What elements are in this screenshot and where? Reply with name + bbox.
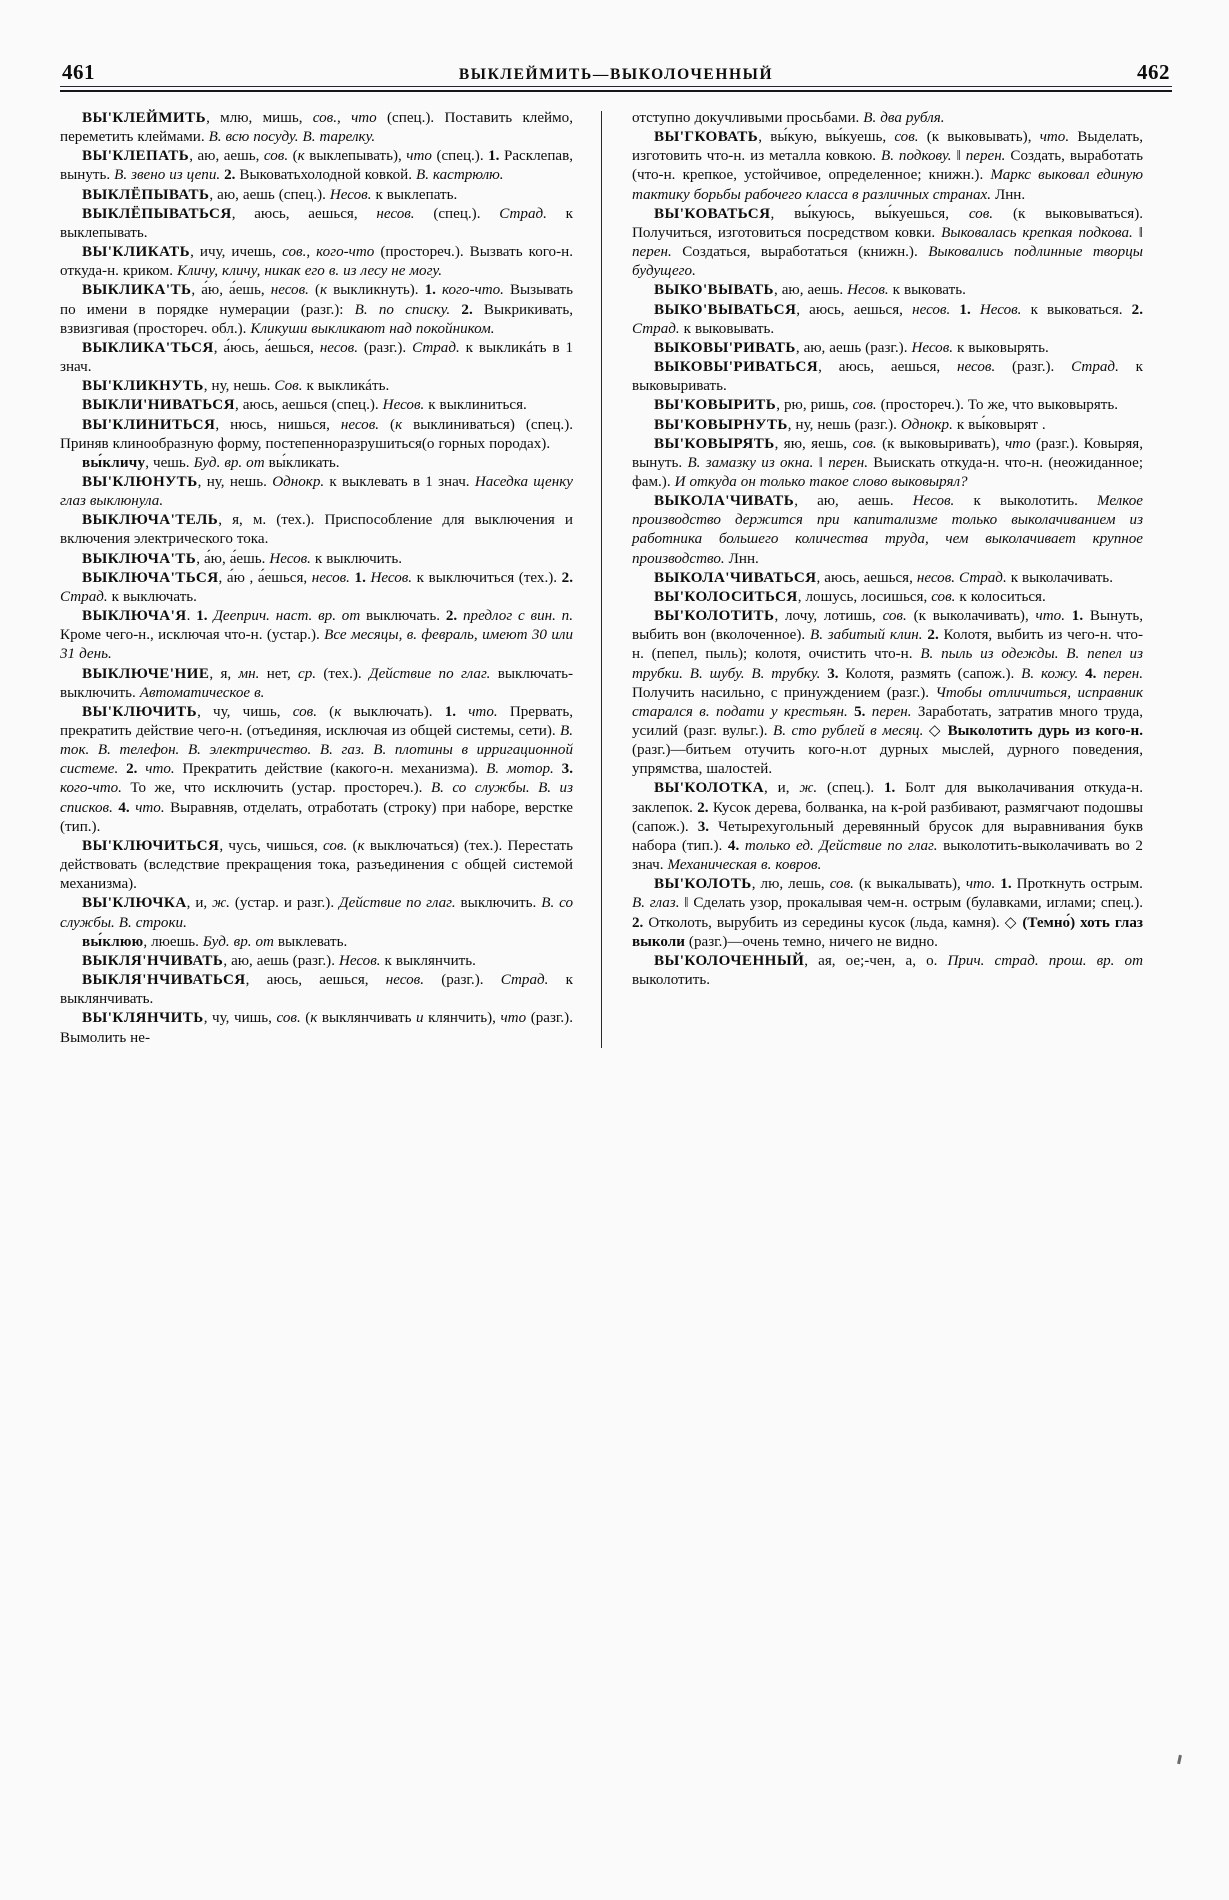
entry-headword: ВЫКЛЯ'НЧИВАТЬСЯ [82, 972, 246, 989]
entry-headword: ВЫ'КЛИНИТЬСЯ [82, 416, 216, 433]
entry-definition: , аюсь, аешься, несов. 1. Несов. к выковаться. 2. Страд. к выковывать. [632, 301, 1143, 337]
entry-definition: , аю, аешь, сов. (к выклепывать), что (спец.). 1. Расклепав, вынуть. В. звено из цепи. 2. Выковатьхолодной ковкой. В. кастрюлю. [60, 148, 573, 184]
entry-headword: ВЫ'КОВЫРИТЬ [654, 397, 777, 414]
entry-definition: , яю, яешь, сов. (к выковыривать), что (разг.). Ковыряя, вынуть. В. замазку из окна. ‖ перен. Выискать откуда-н. что-н. (неожиданное; фам.). И откуда он только такое слово выковырял? [632, 435, 1144, 490]
dictionary-entry [632, 569, 1143, 588]
dictionary-entry [60, 243, 573, 281]
entry-headword: ВЫ'КОЛОЧЕННЫЙ [654, 952, 805, 969]
entry-definition: , лошусь, лосишься, сов. к колоситься. [797, 588, 1046, 605]
entry-headword: ВЫКЛЮЧА'Я [82, 608, 187, 625]
dictionary-entry [60, 971, 573, 1009]
dictionary-entry [632, 205, 1143, 282]
entry-definition: , аю, аешь. Несов. к выколотить. Мелкое производство держится при капитализме только выколачиванием из работника большего количества труда, чем выколачивает крупное производство. Лнн. [632, 493, 1143, 567]
entry-headword: ВЫ'КЛЕПАТЬ [82, 148, 190, 165]
dictionary-entry [60, 416, 573, 454]
entry-headword: ВЫКОВЫ'РИВАТЬСЯ [654, 359, 819, 376]
entry-headword: ВЫКЛИКА'ТЬ [82, 282, 192, 299]
dictionary-entry [632, 339, 1143, 358]
dictionary-entry [632, 779, 1143, 875]
dictionary-entry [60, 205, 573, 243]
entry-definition: , а́ю, а́ешь. Несов. к выключить. [196, 550, 402, 567]
entry-headword: ВЫ'КОВАТЬСЯ [654, 205, 771, 222]
entry-headword: ВЫ'КЛЯНЧИТЬ [82, 1010, 204, 1027]
entry-definition: , ну, нешь. Сов. к выкликáть. [203, 378, 390, 395]
dictionary-entry [632, 875, 1143, 952]
entry-headword: ВЫКЛЁПЫВАТЬ [82, 186, 210, 203]
entry-definition: , и, ж. (спец.). 1. Болт для выколачивания откуда-н. заклепок. 2. Кусок дерева, болванка, на к-рой разбивают, размягчают подошвы (сапож.). 3. Четырехугольный деревянный брусок для выравнивания букв набора (тип.). 4. только ед. Действие по глаг. выколотить-выколачивать во 2 знач. Механическая в. ковров. [632, 780, 1144, 874]
columns-container [60, 109, 1172, 1048]
entry-headword: ВЫ'КОЛОТЬ [654, 876, 752, 893]
entry-headword: ВЫ'КЛЮЧИТЬСЯ [82, 837, 220, 854]
entry-definition: , аю, аешь (спец.). Несов. к выклепать. [209, 186, 458, 203]
dictionary-entry [60, 511, 573, 549]
entry-definition: , рю, ришь, сов. (простореч.). То же, что выковырять. [776, 397, 1119, 414]
dictionary-entry [60, 569, 573, 607]
left-column [60, 109, 585, 1048]
entry-headword: вы́клюю [82, 933, 144, 950]
folio-left: 461 [62, 60, 95, 84]
dictionary-entry [632, 358, 1143, 396]
dictionary-entry [60, 377, 573, 396]
entry-definition: , вы́куюсь, вы́куешься, сов. (к выковываться). Получиться, изготовиться посредством ковки. Выковалась крепкая подкова. ‖ перен. Создаться, выработаться (книжн.). Выковались подлинные творцы будущего. [632, 205, 1143, 280]
entry-definition: , лочу, лотишь, сов. (к выколачивать), что. 1. Вынуть, выбить вон (вколоченное). В. забитый клин. 2. Колотя, выбить из чего-н. что-н. (пепел, пыль); колотя, очистить что-н. В. пыль из одежды. В. пепел из трубки. В. шубу. В. трубку. 3. Колотя, размять (сапож.). В. кожу. 4. перен. Получить насильно, с принуждением (разг.). Чтобы отличиться, исправник старался в. подати у крестьян. 5. перен. Заработать, затратив много труда, усилий (разг. вульг.). В. сто рублей в месяц. ◇ Выколотить дурь из кого-н. (разг.)—битьем отучить кого-н.от дурных мыслей, дурного поведения, упрямства, шалостей. [632, 608, 1144, 778]
entry-headword: ВЫКЛЮЧА'ТЬ [82, 550, 197, 567]
dictionary-entry [632, 435, 1143, 492]
entry-definition: , чу, чишь, сов. (к выклянчивать и клянчить), что (разг.). Вымолить не- [60, 1010, 573, 1046]
folio-right: 462 [1137, 60, 1170, 84]
entry-definition: , млю, мишь, сов., что (спец.). Поставить клеймо, переметить клеймами. В. всю посуду. В. тарелку. [60, 110, 573, 146]
dictionary-entry [60, 607, 573, 664]
entry-definition: , а́юсь, а́ешься, несов. (разг.). Страд. к выкликáть в 1 знач. [60, 339, 573, 376]
entry-headword: ВЫ'КОВЫРЯТЬ [654, 435, 775, 452]
entry-headword: ВЫКЛИКА'ТЬСЯ [82, 339, 214, 356]
entry-definition: , ну, нешь (разг.). Однокр. к вы́ковырят . [787, 416, 1046, 433]
dictionary-entry [60, 473, 573, 511]
dictionary-entry [632, 128, 1143, 205]
entry-headword: ВЫКЛИ'НИВАТЬСЯ [82, 397, 235, 414]
entry-headword: ВЫКЛЮЧА'ТЕЛЬ [82, 512, 219, 529]
entry-definition: , лю, лешь, сов. (к выкалывать), что. 1. Проткнуть острым. В. глаз. ‖ Сделать узор, прокалывая чем-н. острым (булавками, иглами; спец.). 2. Отколоть, вырубить из середины кусок (льда, камня). ◇ (Темно́) хоть глаз выколи (разг.)—очень темно, ничего не видно. [632, 876, 1143, 950]
entry-definition: , и, ж. (устар. и разг.). Действие по глаг. выключить. В. со службы. В. строки. [60, 895, 573, 931]
entry-definition: , аюсь, аешься (спец.). Несов. к выклиниться. [234, 397, 527, 414]
entry-headword: ВЫ'КЛЮНУТЬ [82, 473, 198, 490]
header-rule [60, 86, 1172, 93]
dictionary-entry [60, 1009, 573, 1047]
page-content [60, 62, 1172, 1048]
entry-definition: . 1. Дееприч. наст. вр. от выключать. 2. предлог с вин. п. Кроме чего-н., исключая что-н. (устар.). Все месяцы, в. февраль, имеют 30 или 31 день. [60, 608, 574, 663]
entry-definition: , чу, чишь, сов. (к выключать). 1. что. Прервать, прекратить действие чего-н. (отъединяя, исключая из общей системы, сети). В. ток. В. телефон. В. электричество. В. газ. В. плотины в ирригационной системе. 2. что. Прекратить действие (какого-н. механизма). В. мотор. 3. кого-что. То же, что исключить (устар. простореч.). В. со службы. В. из списков. 4. что. Выравняв, отделать, отработать (строку) при наборе, верстке (тип.). [60, 703, 574, 835]
entry-definition: , чусь, чишься, сов. (к выключаться) (тех.). Перестать действовать (вследствие прекращения тока, разъединения с общей системой механизма). [60, 837, 574, 893]
dictionary-entry [632, 952, 1143, 990]
entry-continuation-from-previous-page: отступно докучливыми просьбами. В. два рубля. [632, 110, 945, 126]
dictionary-entry [60, 952, 573, 971]
header-rule-thick [60, 90, 1172, 92]
entry-definition: , я, м. (тех.). Приспособление для выключения и включения электрического тока. [60, 512, 573, 548]
dictionary-entry [60, 933, 573, 952]
dictionary-entry [60, 703, 573, 837]
entry-definition: , аю, аешь (разг.). Несов. к выклянчить. [223, 952, 476, 969]
scan-artifact-mark [1177, 1755, 1182, 1764]
running-head-row [60, 62, 1172, 86]
entry-headword: ВЫ'КОЛОСИТЬСЯ [654, 588, 798, 605]
entry-headword: ВЫ'КЛИКНУТЬ [82, 378, 204, 395]
entry-headword: ВЫКЛЁПЫВАТЬСЯ [82, 205, 232, 222]
dictionary-entry [632, 588, 1143, 607]
entry-headword: ВЫ'КОВЫРНУТЬ [654, 416, 788, 433]
entry-definition: , я, мн. нет, ср. (тех.). Действие по глаг. выключать-выключить. Автоматическое в. [60, 665, 573, 701]
dictionary-entry [60, 550, 573, 569]
entry-definition: , а́ю , а́ешься, несов. 1. Несов. к выключиться (тех.). 2. Страд. к выключать. [60, 569, 573, 605]
dictionary-entry [60, 281, 573, 338]
entry-definition: , ичу, ичешь, сов., кого-что (простореч.). Вызвать кого-н. откуда-н. криком. Кличу, кличу, никак его в. из лесу не могу. [60, 244, 573, 280]
entry-definition: , ну, нешь. Однокр. к выклевать в 1 знач. Наседка щенку глаз выклюнула. [60, 473, 573, 510]
dictionary-entry [632, 492, 1143, 569]
entry-definition: , вы́кую, вы́куешь, сов. (к выковывать), что. Выделать, изготовить что-н. из металла ковкою. В. подкову. ‖ перен. Создать, выработать (что-н. крепкое, устойчивое, определенное; книжн.). Маркс выковал единую тактику борьбы рабочего класса в различных странах. Лнн. [632, 129, 1143, 203]
entry-headword: ВЫ'КЛЮЧКА [82, 895, 187, 912]
entry-definition: , аюсь, аешься, несов. (спец.). Страд. к выклепывать. [60, 205, 573, 241]
dictionary-entry [632, 607, 1143, 779]
dictionary-entry [60, 454, 573, 473]
entry-definition: , аюсь, аешься, несов. (разг.). Страд. к выковыривать. [632, 359, 1143, 395]
entry-headword: ВЫКЛЯ'НЧИВАТЬ [82, 952, 224, 969]
column-divider [601, 111, 602, 1048]
entry-headword: ВЫ'КЛЕЙМИТЬ [82, 110, 207, 126]
dictionary-entry [632, 416, 1143, 435]
dictionary-entry [60, 396, 573, 415]
dictionary-entry [632, 281, 1143, 300]
entry-headword: ВЫКОЛА'ЧИВАТЬСЯ [654, 569, 817, 586]
dictionary-entry [632, 396, 1143, 415]
entry-definition: , аю, аешь. Несов. к выковать. [773, 282, 966, 299]
entry-headword: ВЫ'КОЛОТКА [654, 780, 765, 797]
entry-headword: ВЫ'КЛИКАТЬ [82, 244, 191, 261]
right-column [618, 109, 1143, 1048]
entry-headword: ВЫКОЛА'ЧИВАТЬ [654, 493, 795, 510]
entry-definition: , а́ю, а́ешь, несов. (к выкликнуть). 1. кого-что. Вызывать по имени в порядке нумерации (разг.): В. по списку. 2. Выкрикивать, взвизгивая (простореч. обл.). Кликуши выкликают над покойником. [60, 282, 573, 337]
dictionary-entry [60, 109, 573, 147]
dictionary-entry [60, 894, 573, 932]
entry-definition: , нюсь, нишься, несов. (к выклиниваться) (спец.). Приняв клинообразную форму, постепенноразрушиться(о горных породах). [60, 416, 574, 452]
entry-definition: , аю, аешь (разг.). Несов. к выковырять. [795, 339, 1049, 356]
header-rule-thin [60, 86, 1172, 87]
dictionary-entry [60, 665, 573, 703]
entry-headword: ВЫКО'ВЫВАТЬСЯ [654, 301, 797, 318]
dictionary-entry [60, 147, 573, 185]
entry-headword: ВЫКОВЫ'РИВАТЬ [654, 339, 796, 356]
entry-definition: , чешь. Буд. вр. от вы́кликать. [145, 454, 340, 471]
entry-headword: ВЫКЛЮЧА'ТЬСЯ [82, 569, 219, 586]
entry-headword: вы́кличу [82, 454, 146, 471]
entry-headword: ВЫ'КОЛОТИТЬ [654, 608, 775, 625]
dictionary-entry [60, 837, 573, 894]
entry-headword: ВЫ'КЛЮЧИТЬ [82, 703, 198, 720]
dictionary-entry [632, 301, 1143, 339]
entry-headword: ВЫ'ГКОВАТЬ [654, 129, 759, 146]
entry-definition: , ая, ое;-чен, а, о. Прич. страд. прош. вр. от выколотить. [632, 952, 1143, 989]
entry-headword: ВЫКО'ВЫВАТЬ [654, 282, 774, 299]
dictionary-entry [60, 186, 573, 205]
entry-definition: , люешь. Буд. вр. от выклевать. [143, 933, 348, 950]
entry-definition: , аюсь, аешься, несов. Страд. к выколачивать. [816, 569, 1113, 586]
entry-definition: , аюсь, аешься, несов. (разг.). Страд. к выклянчивать. [60, 972, 573, 1008]
running-head-title: ВЫКЛЕЙМИТЬ—ВЫКОЛОЧЕННЫЙ [458, 65, 774, 83]
entry-headword: ВЫКЛЮЧЕ'НИЕ [82, 665, 210, 682]
dictionary-entry [60, 339, 573, 377]
